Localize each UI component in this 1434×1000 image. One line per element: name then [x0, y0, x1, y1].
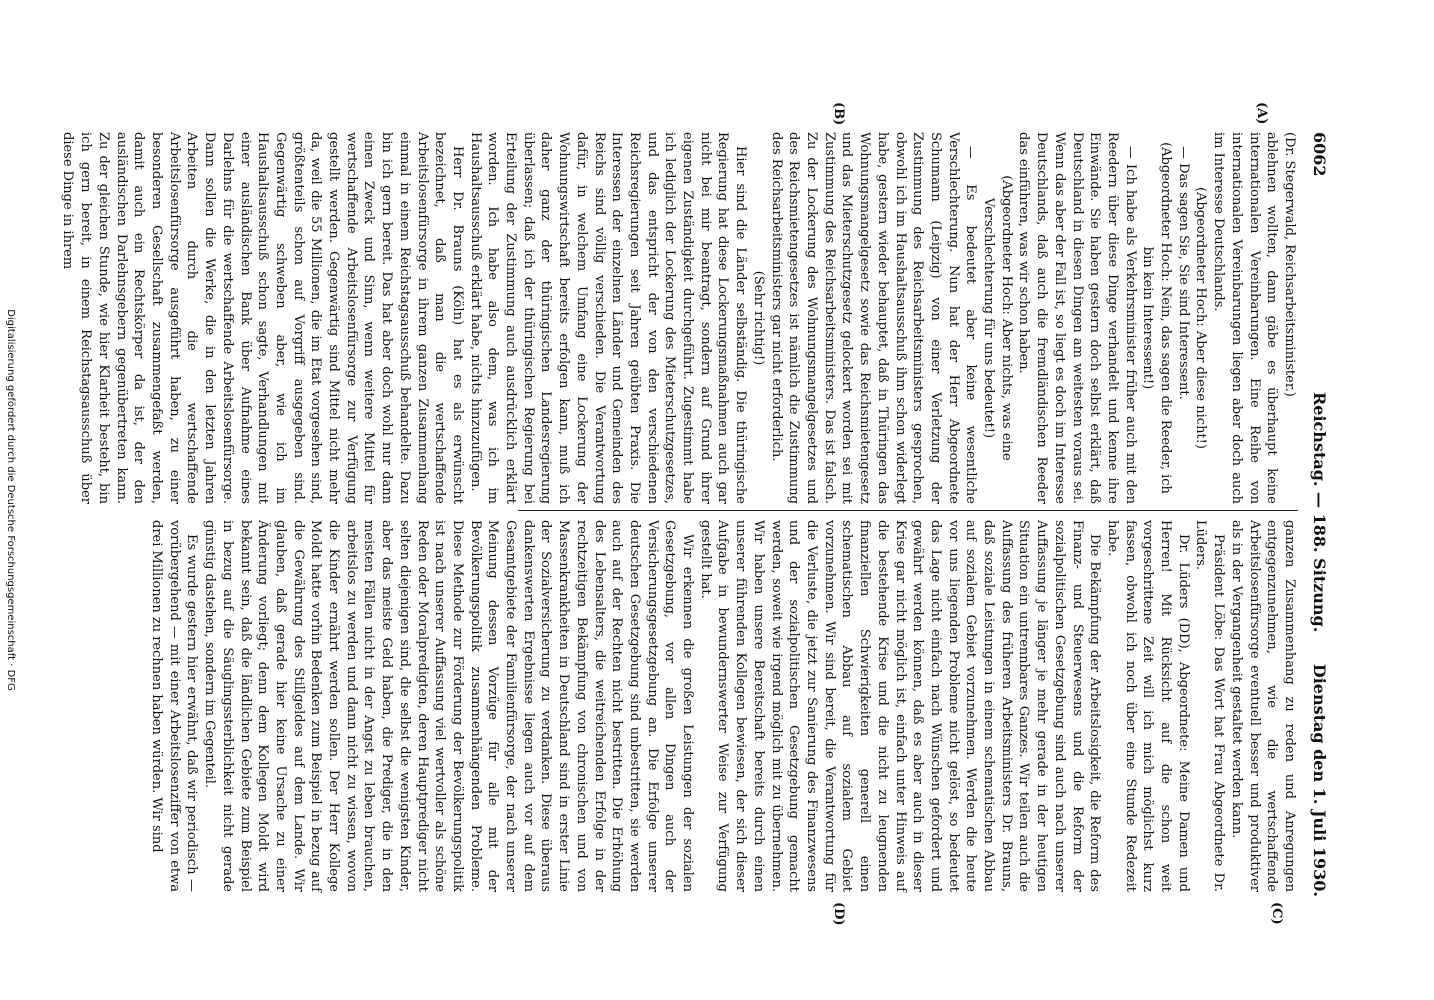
paragraph: (Sehr richtig!) [750, 270, 766, 366]
paragraph: ablehnen wollten, dann gäbe es überhaupt keine internationalen Vereinbarungen. Eine Reihe von internationalen Vereinbarungen liegen aber doch auch im Interesse Deutschlands. [1211, 132, 1280, 504]
paragraph: Es wurde gestern hier erwähnt, daß wir periodisch — vorübergehend — mit einer Arbeitslosenziffer von etwa drei Millionen zu rechnen haben würden. Wir sind [149, 520, 200, 892]
right-text-column [149, 520, 1298, 892]
page-header [1303, 132, 1329, 897]
paragraph: — Ich habe als Verkehrsminister früher auch mit den Reedern über diese Dinge verhandelt und kenne ihre Einwände. Sie haben gestern doch selbst erklärt, daß Deutschland in diesen Dingen am weitesten voraus sei. Wenn das aber der Fall ist, so liegt es doch im Interesse Deutschlands, daß auch die fremdländischen Reeder das einführen, was wir schon haben. [1016, 132, 1138, 504]
paragraph: (Abgeordneter Hoch: Nein, das sagen die Reeder, ich bin kein Interessent!) [1140, 142, 1174, 494]
paragraph: — Es bedeutet aber keine wesentliche Verschlechterung. Nun hat der Herr Abgeordnete Schumann (Leipzig) von einer Verletzung der Zustimmung des Reichsarbeitsministers gesprochen, obwohl ich im Haushaltsausschuß ihm schon widerlegt habe, gestern wieder behauptet, daß in Thüringen das Wohnungsmangelgesetz sowie das Reichsmietengesetz und das Mieterschutzgesetz gelockert worden sei mit Zustimmung des Reichsarbeitsministers. Das ist falsch. Zu der Lockerung des Wohnungsmangelgesetzes und des Reichsmietengesetzes ist nämlich die Zustimmung des Reichsarbeitsministers gar nicht erforderlich. [768, 132, 979, 504]
digitization-footer: Digitalisierung gefördert durch die Deutsche Forschungsgemeinschaft · DFG [5, 309, 16, 691]
column-divider [518, 510, 1298, 511]
session-date: Dienstag den 1. Juli 1930. [1310, 663, 1329, 897]
session-title: Reichstag. — 188. Sitzung. [1310, 392, 1329, 633]
margin-marker-a: (A) [1254, 102, 1269, 125]
margin-marker-d: (D) [831, 902, 846, 926]
page-number: 6062 [1310, 132, 1329, 177]
paragraph: ganzen Zusammenhang zu reden und Anregungen entgegenzunehmen, wie die wertschaffende Arbeitslosenfürsorge eventuell besser und produktiver als in der Vergangenheit gestaltet werden kann. [1228, 520, 1297, 892]
paragraph: Wir erkennen die großen Leistungen der sozialen Gesetzgebung, vor allen Dingen auch der Versicherungsgesetzgebung an. Die Erfolge unserer deutschen Gesetzgebung sind unbestritten, sie werden auch auf der Rechten nicht bestritten. Die Erhöhung des Lebensalters, die weitreichenden Erfolge in der rechtzeitigen Bekämpfung von chronischen und von Massenkrankheiten in Deutschland sind in erster Linie der Sozialversicherung zu verdanken. Diese überaus dankenswerten Ergebnisse liegen auch vor auf dem Gesamtgebiete der Familienfürsorge, der nach unserer Meinung dessen Vorzüge für alle mit der Bevölkerungspolitik zusammenhängenden Probleme. Diese Methode zur Förderung der Bevölkerungspolitik ist nach unserer Auffassung viel wertvoller als schöne Reden oder Moralpredigten, deren Hauptprediger nicht selten diejenigen sind, die selbst die wenigsten Kinder, aber das meiste Geld haben, die Prediger, die in den meisten Fällen nicht in der Angst zu leben brauchen, arbeitslos zu werden und dann nicht zu wissen, wovon die Kinder ernährt werden sollen. Der Herr Kollege Moldt hatte vorhin Bedenken zum Beispiel in bezug auf die Gewährung des Stillgeldes auf dem Lande. Wir glauben, daß gerade hier keine Ursache zu einer Änderung vorliegt; denn dem Kollegen Moldt wird bekannt sein, daß die ländlichen Gebiete zum Beispiel in bezug auf die Säuglingssterblichkeit nicht gerade günstig dastehen, sondern im Gegenteil. [202, 520, 696, 892]
paragraph: — Das sagen Sie, Sie sind Interessent. [1175, 146, 1191, 400]
paragraph: Die Bekämpfung der Arbeitslosigkeit, die Reform des Finanz- und Steuerwesens und die Reform der sozialpolitischen Gesetzgebung sind auch nach unserer Auffassung je länger je mehr gerade in der heutigen Situation ein untrennbares Ganzes. Wir teilen auch die Auffassung des früheren Arbeitsministers Dr. Brauns, daß soziale Leistungen in einem schematischen Abbau auf sozialem Gebiet vorzunehmen. Werden die heute vor uns liegenden Probleme nicht gelöst, so bedeutet das Lage nicht einfach nach Wünschen gefordert und gewährt werden können, daß es aber auch in dieser Krise gar nicht möglich ist, einfach unter Hinweis auf die bestehende Krise und die nicht zu leugnenden finanziellen Schwierigkeiten generell einen schematischen Abbau auf sozialem Gebiet vorzunehmen. Wir sind bereit, die Verantwortung für die Verluste, die jetzt zur Sanierung des Finanzwesens und der sozialpolitischen Gesetzgebung gemacht werden, soweit wie irgend möglich mit zu übernehmen. Wir haben unsere Bereitschaft bereits durch einen unserer führenden Kollegen bewiesen, der sich dieser Aufgabe in bewundernswerter Weise zur Verfügung gestellt hat. [697, 520, 1103, 892]
paragraph: (Abgeordneter Hoch: Aber nichts, was eine Verschlechterung für uns bedeutet!) [981, 175, 1014, 461]
paragraph: Herr Dr. Brauns (Köln) hat es als erwünscht bezeichnet, daß man die wertschaffende Arbeitslosenfürsorge in ihrem ganzen Zusammenhang einmal in einem Reichstagsausschuß behandelte. Dazu bin ich gern bereit. Das hat aber doch wohl nur dann einen Zweck und Sinn, wenn weitere Mittel für wertschaffende Arbeitslosenfürsorge zur Verfügung gestellt werden. Gegenwärtig sind Mittel nicht mehr da, weil die 55 Millionen, die im Etat vorgesehen sind, größtenteils schon auf Vorgriff ausgegeben sind. Gegenwärtig schweben aber, wie ich im Haushaltsausschuß schon sagte, Verhandlungen mit einer ausländischen Bank über Aufnahme eines Darlehns für die wertschaffende Arbeitslosenfürsorge. Dann sollen die Werke, die in den letzten Jahren Arbeiten durch die wertschaffende Arbeitslosenfürsorge ausgeführt haben, zu einer besonderen Gesellschaft zusammengefaßt werden, damit auch ein Rechtskörper da ist, der den ausländischen Darlehnsgebern gegenübertreten kann. Zu der gleichen Stunde, wie hier Klarheit besteht, bin ich gern bereit, in einem Reichstagsausschuß über diese Dinge in ihrem [60, 132, 465, 504]
paragraph: (Abgeordneter Hoch: Aber diese nicht!) [1193, 187, 1209, 449]
margin-marker-b: (B) [831, 102, 846, 126]
paragraph: (Dr. Stegerwald, Reichsarbeitsminister.) [1282, 132, 1297, 397]
left-text-column [60, 132, 1298, 504]
paragraph: Dr. Lüders (DD), Abgeordnete: Meine Damen und Herren! Mit Rücksicht auf die schon weit vorgeschrittene Zeit will ich mich möglichst kurz fassen, obwohl ich noch über eine Stunde Redezeit habe. [1104, 520, 1191, 892]
paragraph: Präsident Löbe: Das Wort hat Frau Abgeordnete Dr. Lüders. [1193, 520, 1227, 892]
margin-marker-c: (C) [1269, 902, 1284, 925]
paragraph: Hier sind die Länder selbständig. Die thüringische Regierung hat diese Lockerungsmaßnahmen auch gar nicht bei mir beantragt, sondern auf Grund ihrer eigenen Zuständigkeit durchgeführt. Zugestimmt habe ich lediglich der Lockerung des Mieterschutzgesetzes, und das entspricht der von den verschiedenen Reichsregierungen seit Jahren geübten Praxis. Die Interessen der einzelnen Länder und Gemeinden des Reichs sind völlig verschieden. Die Verantwortung dafür, in welchem Umfang eine Lockerung der Wohnungswirtschaft bereits erfolgen kann, muß ich daher ganz der thüringischen Landesregierung überlassen; daß ich der thüringischen Regierung bei Erteilung der Zustimmung auch ausdrücklich erklärt worden. Ich habe also dem, was ich im Haushaltsausschuß erklärt habe, nichts hinzuzufügen. [467, 132, 749, 504]
